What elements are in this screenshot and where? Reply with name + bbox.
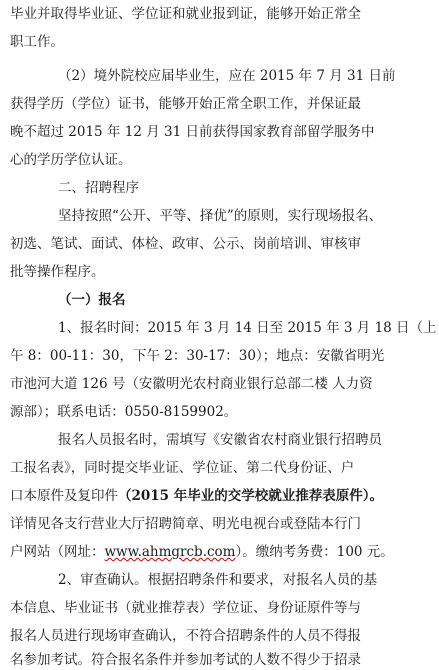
subsection-heading: （一）报名 — [58, 292, 126, 308]
website-link[interactable]: www.ahmgrcb.com — [104, 544, 236, 560]
paragraph-line: 详情见各支行营业大厅招聘简章、明光电视台或登陆本行门 — [10, 516, 361, 532]
paragraph-line: 本信息、毕业证书（就业推荐表）学位证、身份证原件等与 — [10, 600, 361, 616]
paragraph-line: 午 8：00-11：30，下午 2：30-17：30）；地点：安徽省明光 — [10, 348, 385, 364]
paragraph-line: 报名人员报名时，需填写《安徽省农村商业银行招聘员 — [58, 432, 382, 448]
paragraph-line: 2、审查确认。根据招聘条件和要求，对报名人员的基 — [58, 572, 378, 588]
paragraph-text: 口本原件及复印件 — [10, 488, 118, 504]
paragraph-line — [10, 486, 383, 506]
paragraph-line: 坚持按照“公开、平等、择优”的原则，实行现场报名、 — [58, 208, 383, 224]
paragraph-line: 毕业并取得毕业证、学位证和就业报到证，能够开始正常全 — [10, 6, 361, 22]
paragraph-line: 源部）；联系电话：0550-8159902。 — [10, 404, 238, 420]
paragraph-line: 获得学历（学位）证书，能够开始正常全职工作，并保证最 — [10, 96, 361, 112]
paragraph-line — [10, 542, 394, 562]
paragraph-line: 晚不超过 2015 年 12 月 31 日前获得国家教育部留学服务中 — [10, 124, 375, 140]
paragraph-line: 报名人员进行现场审查确认，不符合招聘条件的人员不得报 — [10, 628, 361, 644]
paragraph-text: 户网站（网址： — [10, 544, 105, 560]
paragraph-line: 名参加考试。符合报名条件并参加考试的人数不得少于招录 — [10, 652, 361, 668]
paragraph-line: 批等操作程序。 — [10, 264, 105, 280]
bold-note: （2015 年毕业的交学校就业推荐表原件）。 — [118, 488, 384, 504]
paragraph-line: 职工作。 — [10, 34, 64, 50]
paragraph-line: 心的学历学位认证。 — [10, 152, 132, 168]
paragraph-line: 1、报名时间：2015 年 3 月 14 日至 2015 年 3 月 18 日（上 — [58, 320, 437, 336]
paragraph-line: 工报名表》，同时提交毕业证、学位证、第二代身份证、户 — [10, 460, 355, 476]
paragraph-line: 初选、笔试、面试、体检、政审、公示、岗前培训、审核审 — [10, 236, 361, 252]
paragraph-text: ）。缴纳考务费：100 元。 — [235, 544, 394, 560]
paragraph-line: （2）境外院校应届毕业生，应在 2015 年 7 月 31 日前 — [58, 68, 396, 84]
paragraph-line: 市池河大道 126 号（安徽明光农村商业银行总部二楼 人力资 — [10, 376, 373, 392]
section-heading: 二、招聘程序 — [58, 180, 139, 196]
